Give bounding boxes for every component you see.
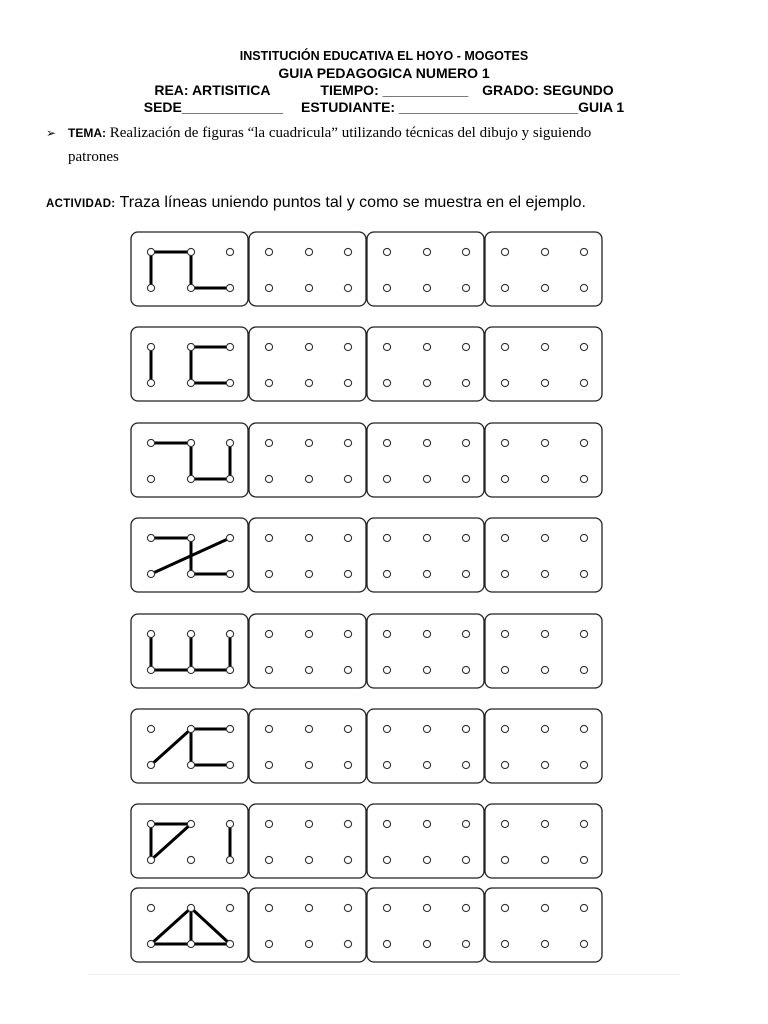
- dot: [305, 534, 312, 541]
- dot: [305, 284, 312, 291]
- dot: [423, 940, 430, 947]
- dot: [265, 343, 272, 350]
- dot: [265, 725, 272, 732]
- dot-grid-box: [367, 614, 484, 688]
- dot: [305, 379, 312, 386]
- dot-grid-box: [249, 423, 366, 497]
- dot-grid-box: [485, 709, 602, 783]
- dot: [187, 570, 194, 577]
- dot: [383, 630, 390, 637]
- dot: [541, 534, 548, 541]
- dot: [226, 856, 233, 863]
- dot: [383, 439, 390, 446]
- dot: [187, 904, 194, 911]
- dot: [462, 379, 469, 386]
- dot: [462, 534, 469, 541]
- dot: [147, 284, 154, 291]
- dot: [580, 534, 587, 541]
- dot: [383, 343, 390, 350]
- dot: [580, 570, 587, 577]
- dot: [462, 439, 469, 446]
- dot: [580, 439, 587, 446]
- dot: [541, 439, 548, 446]
- dot: [501, 725, 508, 732]
- dot: [541, 761, 548, 768]
- dot: [423, 379, 430, 386]
- dot-grid-box: [485, 888, 602, 962]
- dot: [383, 725, 390, 732]
- dot: [187, 379, 194, 386]
- dot: [423, 284, 430, 291]
- dot: [383, 666, 390, 673]
- dot: [501, 248, 508, 255]
- dot: [423, 570, 430, 577]
- dot: [423, 904, 430, 911]
- dot: [187, 343, 194, 350]
- dot: [226, 343, 233, 350]
- dot: [305, 439, 312, 446]
- dot: [226, 439, 233, 446]
- dot: [501, 534, 508, 541]
- dot: [580, 379, 587, 386]
- dot: [344, 439, 351, 446]
- dot: [462, 570, 469, 577]
- dot: [147, 475, 154, 482]
- dot: [383, 570, 390, 577]
- dot: [344, 475, 351, 482]
- tiempo-field: TIEMPO: ___________: [320, 82, 469, 98]
- dot: [580, 343, 587, 350]
- dot: [344, 630, 351, 637]
- actividad-text: Traza líneas uniendo puntos tal y como se muestra en el ejemplo.: [115, 194, 586, 211]
- dot: [501, 284, 508, 291]
- dot: [226, 630, 233, 637]
- guide-title: GUIA PEDAGOGICA NUMERO 1: [278, 65, 490, 81]
- dot: [580, 725, 587, 732]
- dot: [580, 820, 587, 827]
- dot: [265, 940, 272, 947]
- dot: [383, 248, 390, 255]
- header: [0, 48, 768, 116]
- dot: [187, 534, 194, 541]
- dot: [344, 343, 351, 350]
- estudiante-field: ESTUDIANTE: _______________________GUIA 1: [300, 99, 625, 115]
- dot: [423, 248, 430, 255]
- dot: [501, 439, 508, 446]
- dot: [305, 761, 312, 768]
- dot: [541, 820, 548, 827]
- dot-grid-box: [367, 423, 484, 497]
- dot: [187, 666, 194, 673]
- dot-grid-box: [367, 518, 484, 592]
- dot-grid-exercise: [88, 224, 680, 974]
- dot: [147, 856, 154, 863]
- dot: [580, 904, 587, 911]
- dot: [265, 439, 272, 446]
- dot-grid-box: [367, 804, 484, 878]
- info-row-1: [0, 82, 768, 99]
- dot: [462, 904, 469, 911]
- dot: [462, 761, 469, 768]
- dot: [383, 904, 390, 911]
- dot: [423, 630, 430, 637]
- dot: [226, 475, 233, 482]
- dot-grid-box: [367, 327, 484, 401]
- dot-grid-box: [249, 709, 366, 783]
- dot: [462, 630, 469, 637]
- dot: [580, 475, 587, 482]
- dot: [423, 856, 430, 863]
- dot: [147, 343, 154, 350]
- dot: [226, 379, 233, 386]
- dot-grid-box: [249, 804, 366, 878]
- dot: [344, 820, 351, 827]
- dot: [226, 820, 233, 827]
- dot: [226, 284, 233, 291]
- dot-grid-box: [485, 518, 602, 592]
- dot: [541, 570, 548, 577]
- dot: [226, 534, 233, 541]
- dot: [265, 570, 272, 577]
- dot: [147, 379, 154, 386]
- actividad-label: ACTIVIDAD:: [46, 198, 116, 210]
- dot: [344, 761, 351, 768]
- dot: [265, 248, 272, 255]
- dot: [501, 856, 508, 863]
- dot: [541, 379, 548, 386]
- dot-grid-box: [249, 888, 366, 962]
- dot: [383, 856, 390, 863]
- dot: [305, 904, 312, 911]
- dot: [147, 761, 154, 768]
- tema-label: TEMA:: [68, 126, 106, 140]
- dot: [462, 940, 469, 947]
- dot: [501, 820, 508, 827]
- dot: [383, 940, 390, 947]
- dot: [187, 820, 194, 827]
- dot: [226, 904, 233, 911]
- dot: [265, 856, 272, 863]
- dot: [187, 725, 194, 732]
- dot: [383, 475, 390, 482]
- dot: [187, 284, 194, 291]
- dot-grid-box: [249, 614, 366, 688]
- dot: [265, 534, 272, 541]
- dot: [187, 761, 194, 768]
- dot: [501, 630, 508, 637]
- dot-grid-box: [485, 232, 602, 306]
- dot: [344, 725, 351, 732]
- dot: [541, 725, 548, 732]
- dot: [383, 379, 390, 386]
- dot: [344, 534, 351, 541]
- dot: [187, 475, 194, 482]
- dot: [305, 725, 312, 732]
- dot: [423, 666, 430, 673]
- dot-grid-box: [249, 327, 366, 401]
- dot: [226, 761, 233, 768]
- dot: [187, 439, 194, 446]
- dot-grid-box: [367, 888, 484, 962]
- dot: [462, 248, 469, 255]
- dot: [462, 725, 469, 732]
- dot: [462, 820, 469, 827]
- dot: [580, 666, 587, 673]
- dot: [423, 534, 430, 541]
- dot: [344, 379, 351, 386]
- dot: [383, 284, 390, 291]
- dot: [423, 475, 430, 482]
- dot: [501, 475, 508, 482]
- dot: [423, 761, 430, 768]
- dot: [226, 570, 233, 577]
- dot: [187, 248, 194, 255]
- dot: [580, 940, 587, 947]
- dot: [305, 666, 312, 673]
- dot: [344, 856, 351, 863]
- dot: [305, 475, 312, 482]
- dot: [580, 248, 587, 255]
- dot: [383, 534, 390, 541]
- dot: [265, 284, 272, 291]
- exercise-sheet: [88, 224, 680, 975]
- dot-grid-box: [249, 232, 366, 306]
- dot: [383, 820, 390, 827]
- grado-field: GRADO: SEGUNDO: [482, 82, 614, 98]
- dot: [501, 343, 508, 350]
- dot: [541, 475, 548, 482]
- actividad-section: [46, 194, 586, 212]
- dot: [580, 284, 587, 291]
- dot: [462, 475, 469, 482]
- dot: [265, 666, 272, 673]
- dot: [265, 904, 272, 911]
- dot: [541, 630, 548, 637]
- dot: [344, 284, 351, 291]
- dot: [187, 856, 194, 863]
- tema-text-cont: patrones: [68, 149, 119, 165]
- dot: [147, 904, 154, 911]
- dot: [305, 856, 312, 863]
- dot-grid-box: [485, 327, 602, 401]
- institution-name: INSTITUCIÓN EDUCATIVA EL HOYO - MOGOTES: [239, 49, 529, 63]
- dot: [344, 904, 351, 911]
- dot: [265, 379, 272, 386]
- area-field: REA: ARTISITICA: [154, 82, 271, 98]
- dot: [501, 570, 508, 577]
- dot-grid-box: [485, 804, 602, 878]
- dot: [305, 940, 312, 947]
- dot: [344, 570, 351, 577]
- dot: [580, 630, 587, 637]
- dot: [580, 856, 587, 863]
- dot: [344, 666, 351, 673]
- dot-grid-box: [367, 709, 484, 783]
- info-row-2: [0, 99, 768, 116]
- dot: [147, 666, 154, 673]
- dot: [344, 248, 351, 255]
- dot: [423, 820, 430, 827]
- dot: [305, 248, 312, 255]
- dot: [147, 820, 154, 827]
- dot: [226, 940, 233, 947]
- dot: [462, 284, 469, 291]
- dot: [462, 856, 469, 863]
- dot: [501, 666, 508, 673]
- dot: [226, 248, 233, 255]
- dot: [305, 820, 312, 827]
- dot: [265, 475, 272, 482]
- dot-grid-box: [485, 423, 602, 497]
- dot-grid-box: [367, 232, 484, 306]
- dot: [265, 820, 272, 827]
- dot: [541, 343, 548, 350]
- dot: [541, 856, 548, 863]
- dot: [423, 343, 430, 350]
- tema-section: [46, 121, 726, 169]
- dot: [501, 904, 508, 911]
- dot: [147, 630, 154, 637]
- dot: [501, 761, 508, 768]
- dot-grid-box: [485, 614, 602, 688]
- dot: [383, 761, 390, 768]
- dot: [305, 630, 312, 637]
- dot: [423, 725, 430, 732]
- dot: [462, 666, 469, 673]
- dot: [541, 284, 548, 291]
- dot: [344, 940, 351, 947]
- dot: [501, 379, 508, 386]
- dot: [580, 761, 587, 768]
- dot: [226, 725, 233, 732]
- dot: [541, 940, 548, 947]
- dot: [541, 904, 548, 911]
- dot: [187, 630, 194, 637]
- dot: [305, 570, 312, 577]
- dot: [147, 439, 154, 446]
- dot: [187, 940, 194, 947]
- dot: [541, 666, 548, 673]
- dot: [147, 248, 154, 255]
- sede-field: SEDE_____________: [143, 99, 284, 115]
- dot: [226, 666, 233, 673]
- dot: [147, 940, 154, 947]
- arrow-bullet-icon: ➢: [46, 126, 57, 140]
- dot: [305, 343, 312, 350]
- dot: [265, 761, 272, 768]
- dot: [147, 725, 154, 732]
- dot-grid-box: [249, 518, 366, 592]
- dot: [265, 630, 272, 637]
- dot: [541, 248, 548, 255]
- dot: [423, 439, 430, 446]
- dot: [147, 534, 154, 541]
- dot: [462, 343, 469, 350]
- dot: [147, 570, 154, 577]
- dot: [501, 940, 508, 947]
- tema-text: Realización de figuras “la cuadricula” utilizando técnicas del dibujo y siguiendo: [106, 125, 592, 141]
